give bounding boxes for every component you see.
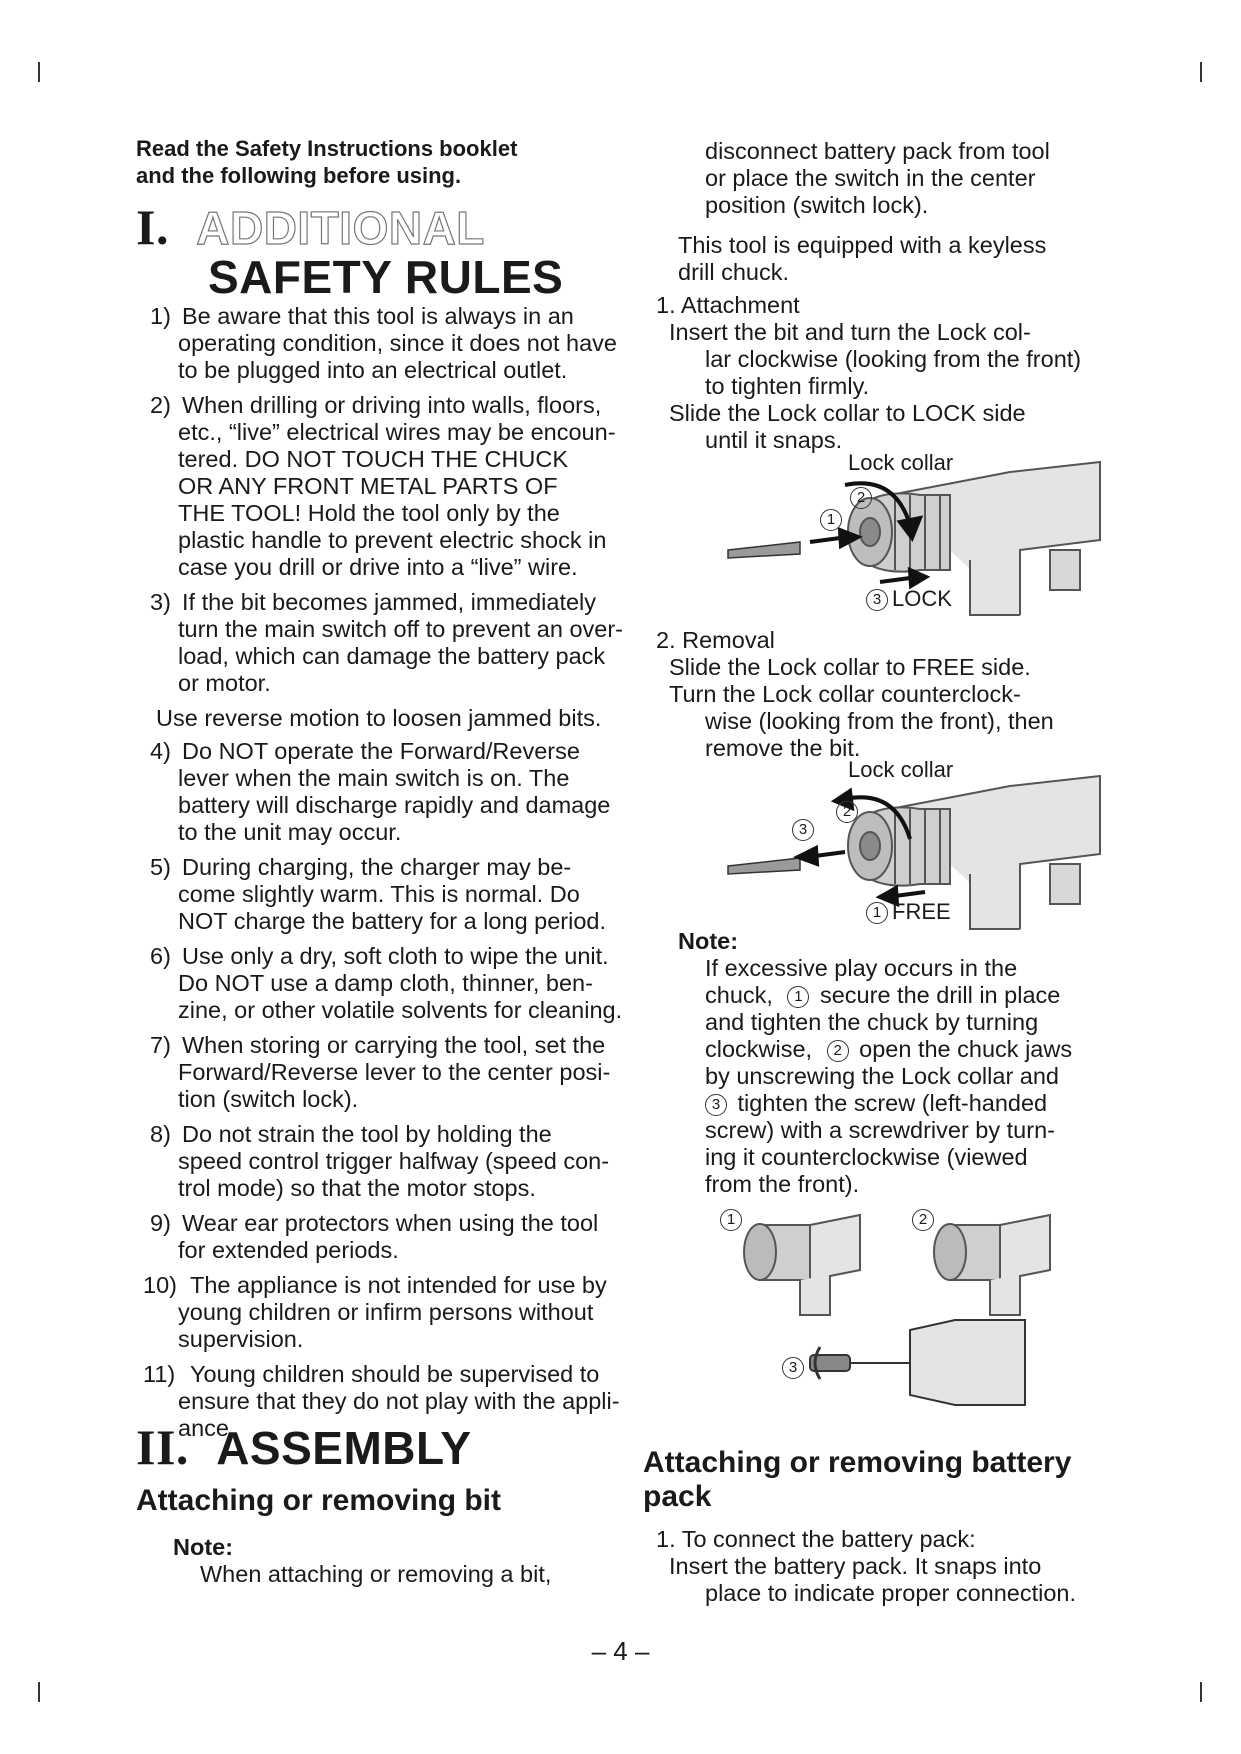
attachment-line-4: Slide the Lock collar to LOCK side	[669, 400, 1026, 426]
rule-line: NOT charge the battery for a long period.	[178, 908, 607, 934]
subheading-battery-2: pack	[643, 1480, 712, 1513]
rule-line: tered. DO NOT TOUCH THE CHUCK	[178, 446, 568, 472]
fig1-step-2: 2	[850, 484, 876, 510]
note-line-4: clockwise, 2 open the chuck jaws	[705, 1036, 1073, 1062]
rule-line: load, which can damage the battery pack	[178, 643, 606, 669]
rule-line: etc., “live” electrical wires may be encoun-	[178, 419, 616, 445]
rule-line: plastic handle to prevent electric shock in	[178, 527, 607, 553]
screwdriver-illustration	[810, 1320, 1025, 1405]
rule-line: When storing or carrying the tool, set the	[182, 1032, 606, 1058]
rule-line: tion (switch lock).	[178, 1086, 359, 1112]
removal-line-2: Turn the Lock collar counterclock-	[669, 681, 1021, 707]
rule-line: Use reverse motion to loosen jammed bits.	[156, 705, 602, 731]
attachment-line-3: to tighten firmly.	[705, 373, 870, 399]
fig1-step-1: 1	[820, 506, 846, 532]
battery-line-3: place to indicate proper connection.	[705, 1580, 1077, 1606]
section1-heading	[136, 199, 485, 255]
rule-line: During charging, the charger may be-	[182, 854, 572, 880]
fig2-step-3: 3	[792, 816, 818, 842]
crop-mark-bottom-right	[1200, 1682, 1202, 1702]
note-line-3: and tighten the chuck by turning	[705, 1009, 1039, 1035]
note-label-left: Note:	[173, 1534, 234, 1560]
rule-line: OR ANY FRONT METAL PARTS OF	[178, 473, 558, 499]
rule-line: THE TOOL! Hold the tool only by the	[178, 500, 560, 526]
rule-number: 3)	[150, 589, 171, 615]
rule-line: for extended periods.	[178, 1237, 399, 1263]
rule-line: Young children should be supervised to	[190, 1361, 600, 1387]
rule-number: 7)	[150, 1032, 171, 1058]
section2-heading	[136, 1419, 472, 1475]
rule-number: 6)	[150, 943, 171, 969]
note-line-1: If excessive play occurs in the	[705, 955, 1018, 981]
rule-line: The appliance is not intended for use by	[190, 1272, 607, 1298]
removal-line-3: wise (looking from the front), then	[705, 708, 1054, 734]
rule-line: Be aware that this tool is always in an	[182, 303, 574, 329]
rule-line: turn the main switch off to prevent an over-	[178, 616, 623, 642]
keyless-line-2: drill chuck.	[678, 259, 790, 285]
rule-number: 8)	[150, 1121, 171, 1147]
attachment-line-5: until it snaps.	[705, 427, 843, 453]
rule-line: Forward/Reverse lever to the center posi-	[178, 1059, 611, 1085]
fig3-step-1: 1	[720, 1206, 746, 1232]
rule-line: battery will discharge rapidly and damage	[178, 792, 611, 818]
section2-title: ASSEMBLY	[216, 1422, 472, 1474]
rule-line: trol mode) so that the motor stops.	[178, 1175, 536, 1201]
crop-mark-bottom-left	[38, 1682, 40, 1702]
note-line-8: ing it counterclockwise (viewed	[705, 1144, 1028, 1170]
rule-number: 1)	[150, 303, 171, 329]
rule-line: zine, or other volatile solvents for cleaning.	[178, 997, 623, 1023]
rule-line: Use only a dry, soft cloth to wipe the unit.	[182, 943, 609, 969]
rule-line: case you drill or drive into a “live” wire.	[178, 554, 578, 580]
intro-line-1: Read the Safety Instructions booklet	[136, 136, 518, 161]
section1-title-line1: ADDITIONAL	[196, 202, 485, 254]
bit-illustration	[728, 858, 800, 874]
note-label-right: Note:	[678, 928, 739, 954]
rule-line: Do not strain the tool by holding the	[182, 1121, 552, 1147]
rule-line: ensure that they do not play with the appli-	[178, 1388, 620, 1414]
attachment-line-2: lar clockwise (looking from the front)	[705, 346, 1082, 372]
attachment-title: 1. Attachment	[656, 292, 800, 318]
rule-number: 10)	[143, 1272, 177, 1298]
keyless-line-1: This tool is equipped with a keyless	[678, 232, 1047, 258]
arrow-remove	[798, 848, 845, 864]
rule-line: to be plugged into an electrical outlet.	[178, 357, 568, 383]
subheading-bit: Attaching or removing bit	[136, 1484, 502, 1517]
attachment-line-1: Insert the bit and turn the Lock col-	[669, 319, 1031, 345]
note-line-7: screw) with a screwdriver by turn-	[705, 1117, 1055, 1143]
removal-line-1: Slide the Lock collar to FREE side.	[669, 654, 1031, 680]
fig3-step-3: 3	[782, 1354, 808, 1380]
fig1-label-collar: Lock collar	[848, 450, 954, 475]
rule-line: If the bit becomes jammed, immediately	[182, 589, 597, 615]
battery-line-2: Insert the battery pack. It snaps into	[669, 1553, 1042, 1579]
section1-roman: I.	[136, 199, 169, 255]
note-line-2: chuck, 1 secure the drill in place	[705, 982, 1061, 1008]
chuck-illustration-2	[934, 1215, 1050, 1315]
battery-line-1: 1. To connect the battery pack:	[656, 1526, 976, 1552]
section2-roman: II.	[136, 1419, 189, 1475]
cont-line-1: disconnect battery pack from tool	[705, 138, 1050, 164]
rule-line: Do NOT operate the Forward/Reverse	[182, 738, 580, 764]
fig2-label-collar: Lock collar	[848, 757, 954, 782]
removal-line-4: remove the bit.	[705, 735, 861, 761]
figure-adjustment	[720, 1205, 1060, 1415]
rule-line: ance.	[178, 1415, 236, 1441]
rule-number: 5)	[150, 854, 171, 880]
removal-title: 2. Removal	[656, 627, 775, 653]
rule-line: When drilling or driving into walls, floors,	[182, 392, 602, 418]
rule-line: operating condition, since it does not have	[178, 330, 617, 356]
fig3-step-2: 2	[912, 1206, 938, 1232]
rule-line: young children or infirm persons without	[178, 1299, 594, 1325]
rule-line: to the unit may occur.	[178, 819, 402, 845]
rule-number: 2)	[150, 392, 171, 418]
rule-line: come slightly warm. This is normal. Do	[178, 881, 580, 907]
chuck-illustration-1	[744, 1215, 860, 1315]
rule-line: lever when the main switch is on. The	[178, 765, 570, 791]
fig2-free-label: 1 FREE	[866, 899, 951, 925]
section1-title-line2: SAFETY RULES	[208, 251, 564, 303]
rule-line: or motor.	[178, 670, 271, 696]
rule-line: speed control trigger halfway (speed con-	[178, 1148, 610, 1174]
rule-line: Do NOT use a damp cloth, thinner, ben-	[178, 970, 593, 996]
note-line-left: When attaching or removing a bit,	[200, 1561, 552, 1587]
crop-mark-top-right	[1200, 62, 1202, 82]
rule-number: 9)	[150, 1210, 171, 1236]
rule-number: 11)	[143, 1361, 176, 1387]
cont-line-3: position (switch lock).	[705, 192, 929, 218]
rule-line: supervision.	[178, 1326, 304, 1352]
note-line-5: by unscrewing the Lock collar and	[705, 1063, 1060, 1089]
note-line-9: from the front).	[705, 1171, 860, 1197]
rule-number: 4)	[150, 738, 171, 764]
note-line-6: 3 tighten the screw (left-handed	[705, 1090, 1047, 1117]
fig2-step-2: 2	[836, 798, 862, 824]
intro-line-2: and the following before using.	[136, 163, 462, 188]
page-number: – 4 –	[591, 1636, 650, 1666]
rule-line: Wear ear protectors when using the tool	[182, 1210, 599, 1236]
bit-illustration	[728, 542, 800, 558]
cont-line-2: or place the switch in the center	[705, 165, 1036, 191]
crop-mark-top-left	[38, 62, 40, 82]
subheading-battery-1: Attaching or removing battery	[643, 1446, 1072, 1479]
fig1-lock-label: 3 LOCK	[866, 586, 952, 612]
